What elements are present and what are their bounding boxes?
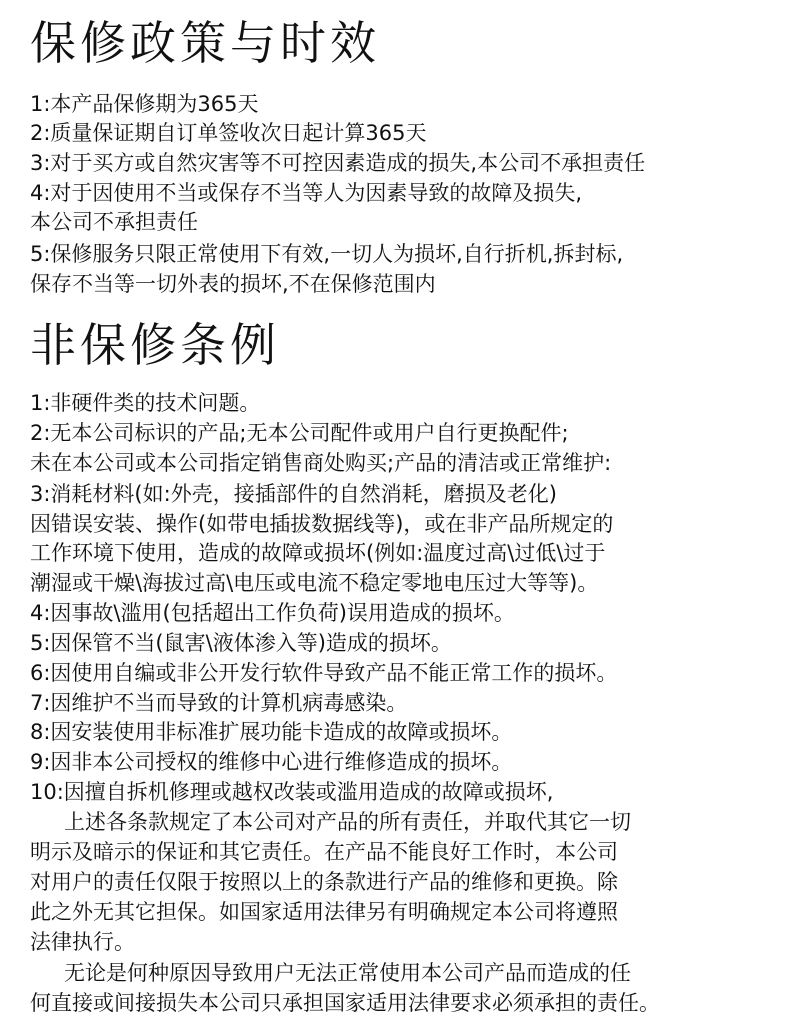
disclaimer-line: 明示及暗示的保证和其它责任。在产品不能良好工作时，本公司 — [30, 840, 618, 864]
warranty-policy-title: 保修政策与时效 — [30, 16, 380, 70]
policy-line: 4:对于因使用不当或保存不当等人为因素导致的故障及损失, — [30, 181, 583, 205]
disclaimer-line: 对用户的责任仅限于按照以上的条款进行产品的维修和更换。除 — [30, 870, 618, 894]
term-line: 8:因安装使用非标准扩展功能卡造成的故障或损坏。 — [30, 720, 513, 744]
policy-line: 保存不当等一切外表的损坏,不在保修范围内 — [30, 272, 436, 296]
policy-line: 2:质量保证期自订单签收次日起计算365天 — [30, 121, 427, 145]
disclaimer-line: 法律执行。 — [30, 930, 135, 954]
term-line: 1:非硬件类的技术问题。 — [30, 391, 261, 415]
policy-line: 本公司不承担责任 — [30, 210, 198, 234]
policy-line: 5:保修服务只限正常使用下有效,一切人为损坏,自行折机,拆封标, — [30, 242, 624, 266]
term-line: 3:消耗材料(如:外壳，接插部件的自然消耗，磨损及老化) — [30, 482, 557, 506]
disclaimer-line: 此之外无其它担保。如国家适用法律另有明确规定本公司将遵照 — [30, 900, 618, 924]
policy-line: 1:本产品保修期为365天 — [30, 92, 259, 116]
term-line: 4:因事故\滥用(包括超出工作负荷)误用造成的损坏。 — [30, 601, 515, 625]
term-line: 9:因非本公司授权的维修中心进行维修造成的损坏。 — [30, 750, 513, 774]
term-line: 潮湿或干燥\海拔过高\电压或电流不稳定零地电压过大等等)。 — [30, 571, 599, 595]
term-line: 5:因保管不当(鼠害\液体渗入等)造成的损坏。 — [30, 631, 452, 655]
liability-line: 无论是何种原因导致用户无法正常使用本公司产品而造成的任 — [64, 961, 631, 985]
term-line: 因错误安装、操作(如带电插拔数据线等)，或在非产品所规定的 — [30, 512, 614, 536]
policy-line: 3:对于买方或自然灾害等不可控因素造成的损失,本公司不承担责任 — [30, 151, 646, 175]
term-line: 未在本公司或本公司指定销售商处购买;产品的清洁或正常维护: — [30, 451, 612, 475]
non-warranty-title: 非保修条例 — [30, 318, 280, 372]
term-line: 10:因擅自拆机修理或越权改装或滥用造成的故障或损坏, — [30, 780, 554, 804]
term-line: 工作环境下使用，造成的故障或损坏(例如:温度过高\过低\过于 — [30, 541, 606, 565]
term-line: 6:因使用自编或非公开发行软件导致产品不能正常工作的损坏。 — [30, 661, 618, 685]
term-line: 7:因维护不当而导致的计算机病毒感染。 — [30, 691, 408, 715]
term-line: 2:无本公司标识的产品;无本公司配件或用户自行更换配件; — [30, 421, 569, 445]
liability-line: 何直接或间接损失本公司只承担国家适用法律要求必须承担的责任。 — [30, 991, 660, 1015]
disclaimer-line: 上述各条款规定了本公司对产品的所有责任，并取代其它一切 — [64, 810, 631, 834]
